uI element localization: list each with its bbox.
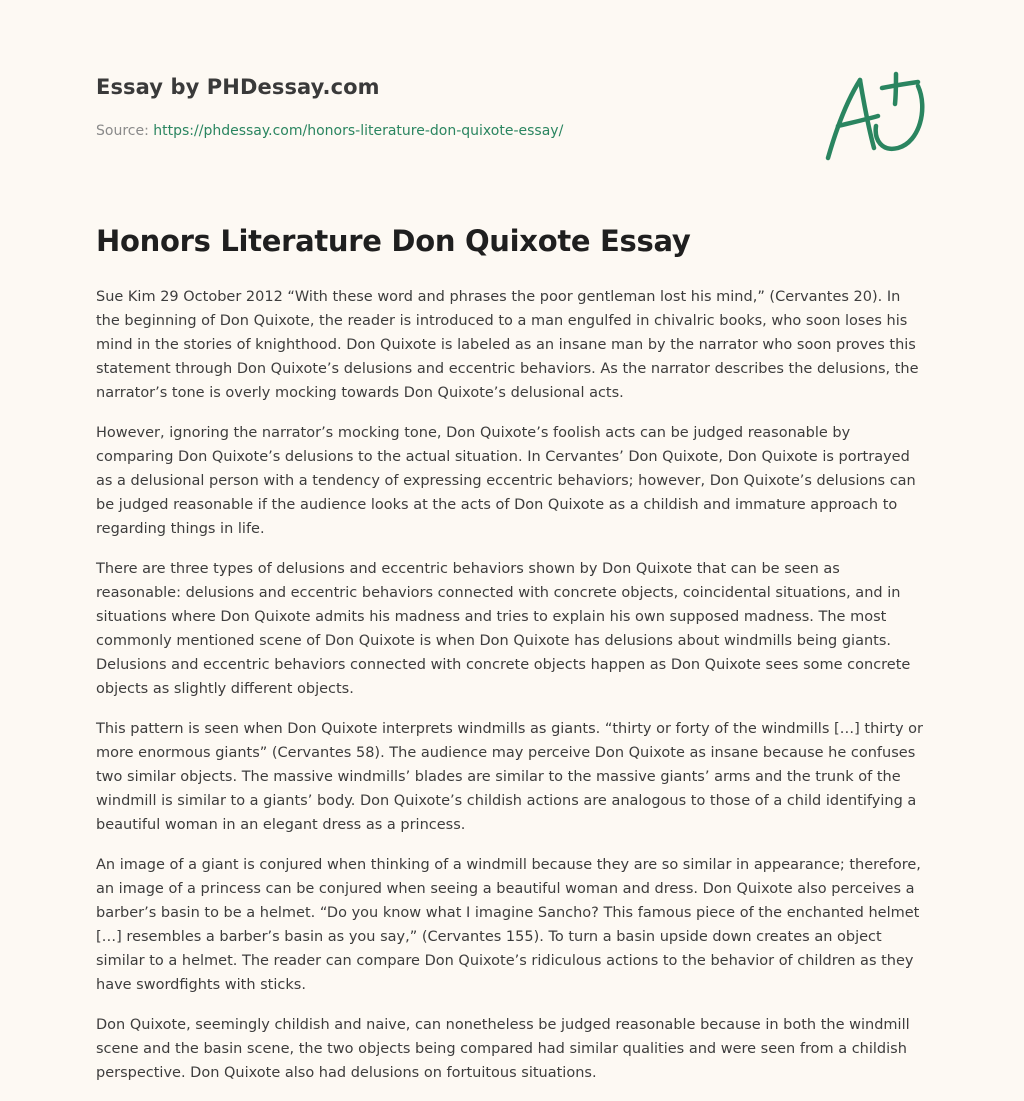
- source-link[interactable]: https://phdessay.com/honors-literature-don-quixote-essay/: [153, 123, 564, 139]
- essay-paragraph: Sue Kim 29 October 2012 “With these word and phrases the poor gentleman lost his mind,” (Cervantes 20). In the beginning of Don Quixote, the reader is introduced to a man engulfed in chivalric books, who soon loses his mind in the stories of knighthood. Don Quixote is labeled as an insane man by the narrator who soon proves this statement through Don Quixote’s delusions and eccentric behaviors. As the narrator describes the delusions, the narrator’s tone is overly mocking towards Don Quixote’s delusional acts.: [96, 289, 919, 401]
- essay-body: [96, 285, 928, 1101]
- source-line: [96, 123, 563, 139]
- site-title: Essay by PHDessay.com: [96, 75, 380, 99]
- source-label: Source:: [96, 123, 154, 139]
- essay-paragraph: An image of a giant is conjured when thinking of a windmill because they are so similar in appearance; therefore, an image of a princess can be conjured when seeing a beautiful woman and dress. Don Quixote also perceives a barber’s basin to be a helmet. “Do you know what I imagine Sancho? This famous piece of the enchanted helmet […] resembles a barber’s basin as you say,” (Cervantes 155). To turn a basin upside down creates an object similar to a helmet. The reader can compare Don Quixote’s ridiculous actions to the behavior of children as they have swordfights with sticks.: [96, 857, 921, 993]
- essay-paragraph: This pattern is seen when Don Quixote interprets windmills as giants. “thirty or forty of the windmills […] thirty or more enormous giants” (Cervantes 58). The audience may perceive Don Quixote as insane because he confuses two similar objects. The massive windmills’ blades are similar to the massive giants’ arms and the trunk of the windmill is similar to a giants’ body. Don Quixote’s childish actions are analogous to those of a child identifying a beautiful woman in an elegant dress as a princess.: [96, 721, 923, 833]
- essay-paragraph: There are three types of delusions and eccentric behaviors shown by Don Quixote that can be seen as reasonable: delusions and eccentric behaviors connected with concrete objects, coincidental situations, and in situations where Don Quixote admits his madness and tries to explain his own supposed madness. The most commonly mentioned scene of Don Quixote is when Don Quixote has delusions about windmills being giants. Delusions and eccentric behaviors connected with concrete objects happen as Don Quixote sees some concrete objects as slightly different objects.: [96, 561, 911, 697]
- essay-paragraph: Don Quixote, seemingly childish and naive, can nonetheless be judged reasonable because in both the windmill scene and the basin scene, the two objects being compared had similar qualities and were seen from a childish perspective. Don Quixote also had delusions on fortuitous situations.: [96, 1017, 910, 1081]
- essay-title: Honors Literature Don Quixote Essay: [96, 224, 691, 258]
- essay-paragraph: However, ignoring the narrator’s mocking tone, Don Quixote’s foolish acts can be judged reasonable by comparing Don Quixote’s delusions to the actual situation. In Cervantes’ Don Quixote, Don Quixote is portrayed as a delusional person with a tendency of expressing eccentric behaviors; however, Don Quixote’s delusions can be judged reasonable if the audience looks at the acts of Don Quixote as a childish and immature approach to regarding things in life.: [96, 425, 916, 537]
- a-plus-grade-icon: [824, 68, 928, 164]
- page-header: [96, 0, 928, 180]
